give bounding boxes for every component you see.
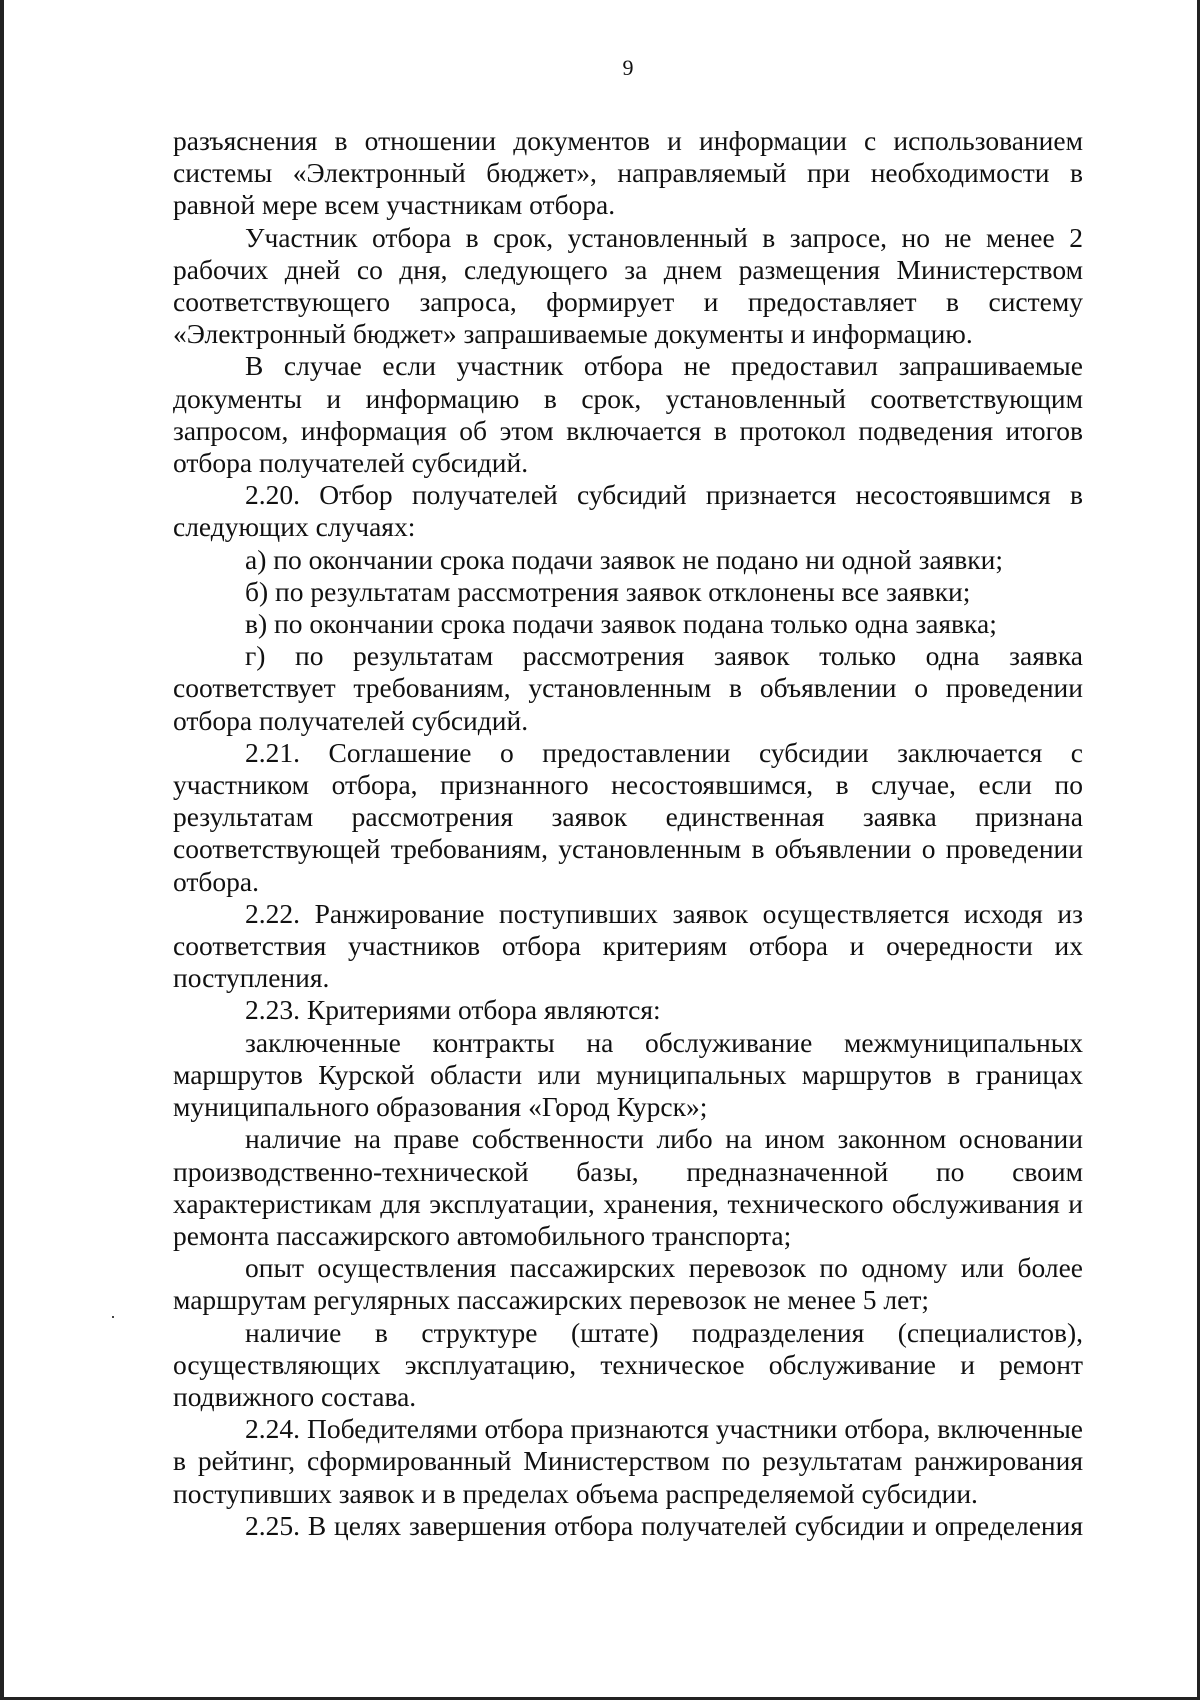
- paragraph: б) по результатам рассмотрения заявок отклонены все заявки;: [245, 575, 971, 607]
- paragraph: наличие в структуре (штате) подразделения (специалистов), осуществляющих эксплуатацию, техническое обслуживание и ремонт подвижного состава.: [173, 1316, 1083, 1412]
- paragraph: 2.22. Ранжирование поступивших заявок осуществляется исходя из соответствия участников отбора критериям отбора и очередности их поступления.: [173, 897, 1083, 994]
- page-border-left: [0, 0, 4, 1700]
- paragraph: 2.23. Критериями отбора являются:: [245, 994, 661, 1026]
- page-number: 9: [622, 55, 634, 80]
- paragraph: 2.24. Победителями отбора признаются участники отбора, включенные в рейтинг, сформированный Министерством по результатам ранжирования поступивших заявок и в пределах объема распределяемой субсидии.: [173, 1413, 1083, 1509]
- paragraph: 2.20. Отбор получателей субсидий признается несостоявшимся в следующих случаях:: [173, 479, 1083, 543]
- paragraph: в) по окончании срока подачи заявок подана только одна заявка;: [245, 608, 997, 640]
- paragraph: опыт осуществления пассажирских перевозок по одному или более маршрутам регулярных пассажирских перевозок не менее 5 лет;: [173, 1252, 1083, 1316]
- paragraph: г) по результатам рассмотрения заявок только одна заявка соответствует требованиям, установленным в объявлении о проведении отбора получателей субсидий.: [173, 640, 1083, 736]
- document-body: [173, 125, 1083, 1542]
- paragraph: разъяснения в отношении документов и информации с использованием системы «Электронный бюджет», направляемый при необходимости в равной мере всем участникам отбора.: [173, 125, 1083, 221]
- paragraph: наличие на праве собственности либо на ином законном основании производственно-технической базы, предназначенной по своим характеристикам для эксплуатации, хранения, технического обслуживания и ремонта пассажирского автомобильного транспорта;: [173, 1123, 1083, 1251]
- scan-speck: [112, 1316, 114, 1318]
- paragraph: 2.25. В целях завершения отбора получателей субсидии и определения: [245, 1509, 1083, 1541]
- paragraph: 2.21. Соглашение о предоставлении субсидии заключается с участником отбора, признанного несостоявшимся, в случае, если по результатам рассмотрения заявок единственная заявка признана соответствующей требованиям, установленным в объявлении о проведении отбора.: [173, 736, 1083, 897]
- paragraph: заключенные контракты на обслуживание межмуниципальных маршрутов Курской области или муниципальных маршрутов в границах муниципального образования «Город Курск»;: [173, 1026, 1083, 1123]
- paragraph: а) по окончании срока подачи заявок не подано ни одной заявки;: [245, 543, 1003, 575]
- paragraph: Участник отбора в срок, установленный в запросе, но не менее 2 рабочих дней со дня, следующего за днем размещения Министерством соответствующего запроса, формирует и предоставляет в систему «Электронный бюджет» запрашиваемые документы и информацию.: [173, 221, 1083, 350]
- paragraph: В случае если участник отбора не предоставил запрашиваемые документы и информацию в срок, установленный соответствующим запросом, информация об этом включается в протокол подведения итогов отбора получателей субсидий.: [173, 350, 1083, 479]
